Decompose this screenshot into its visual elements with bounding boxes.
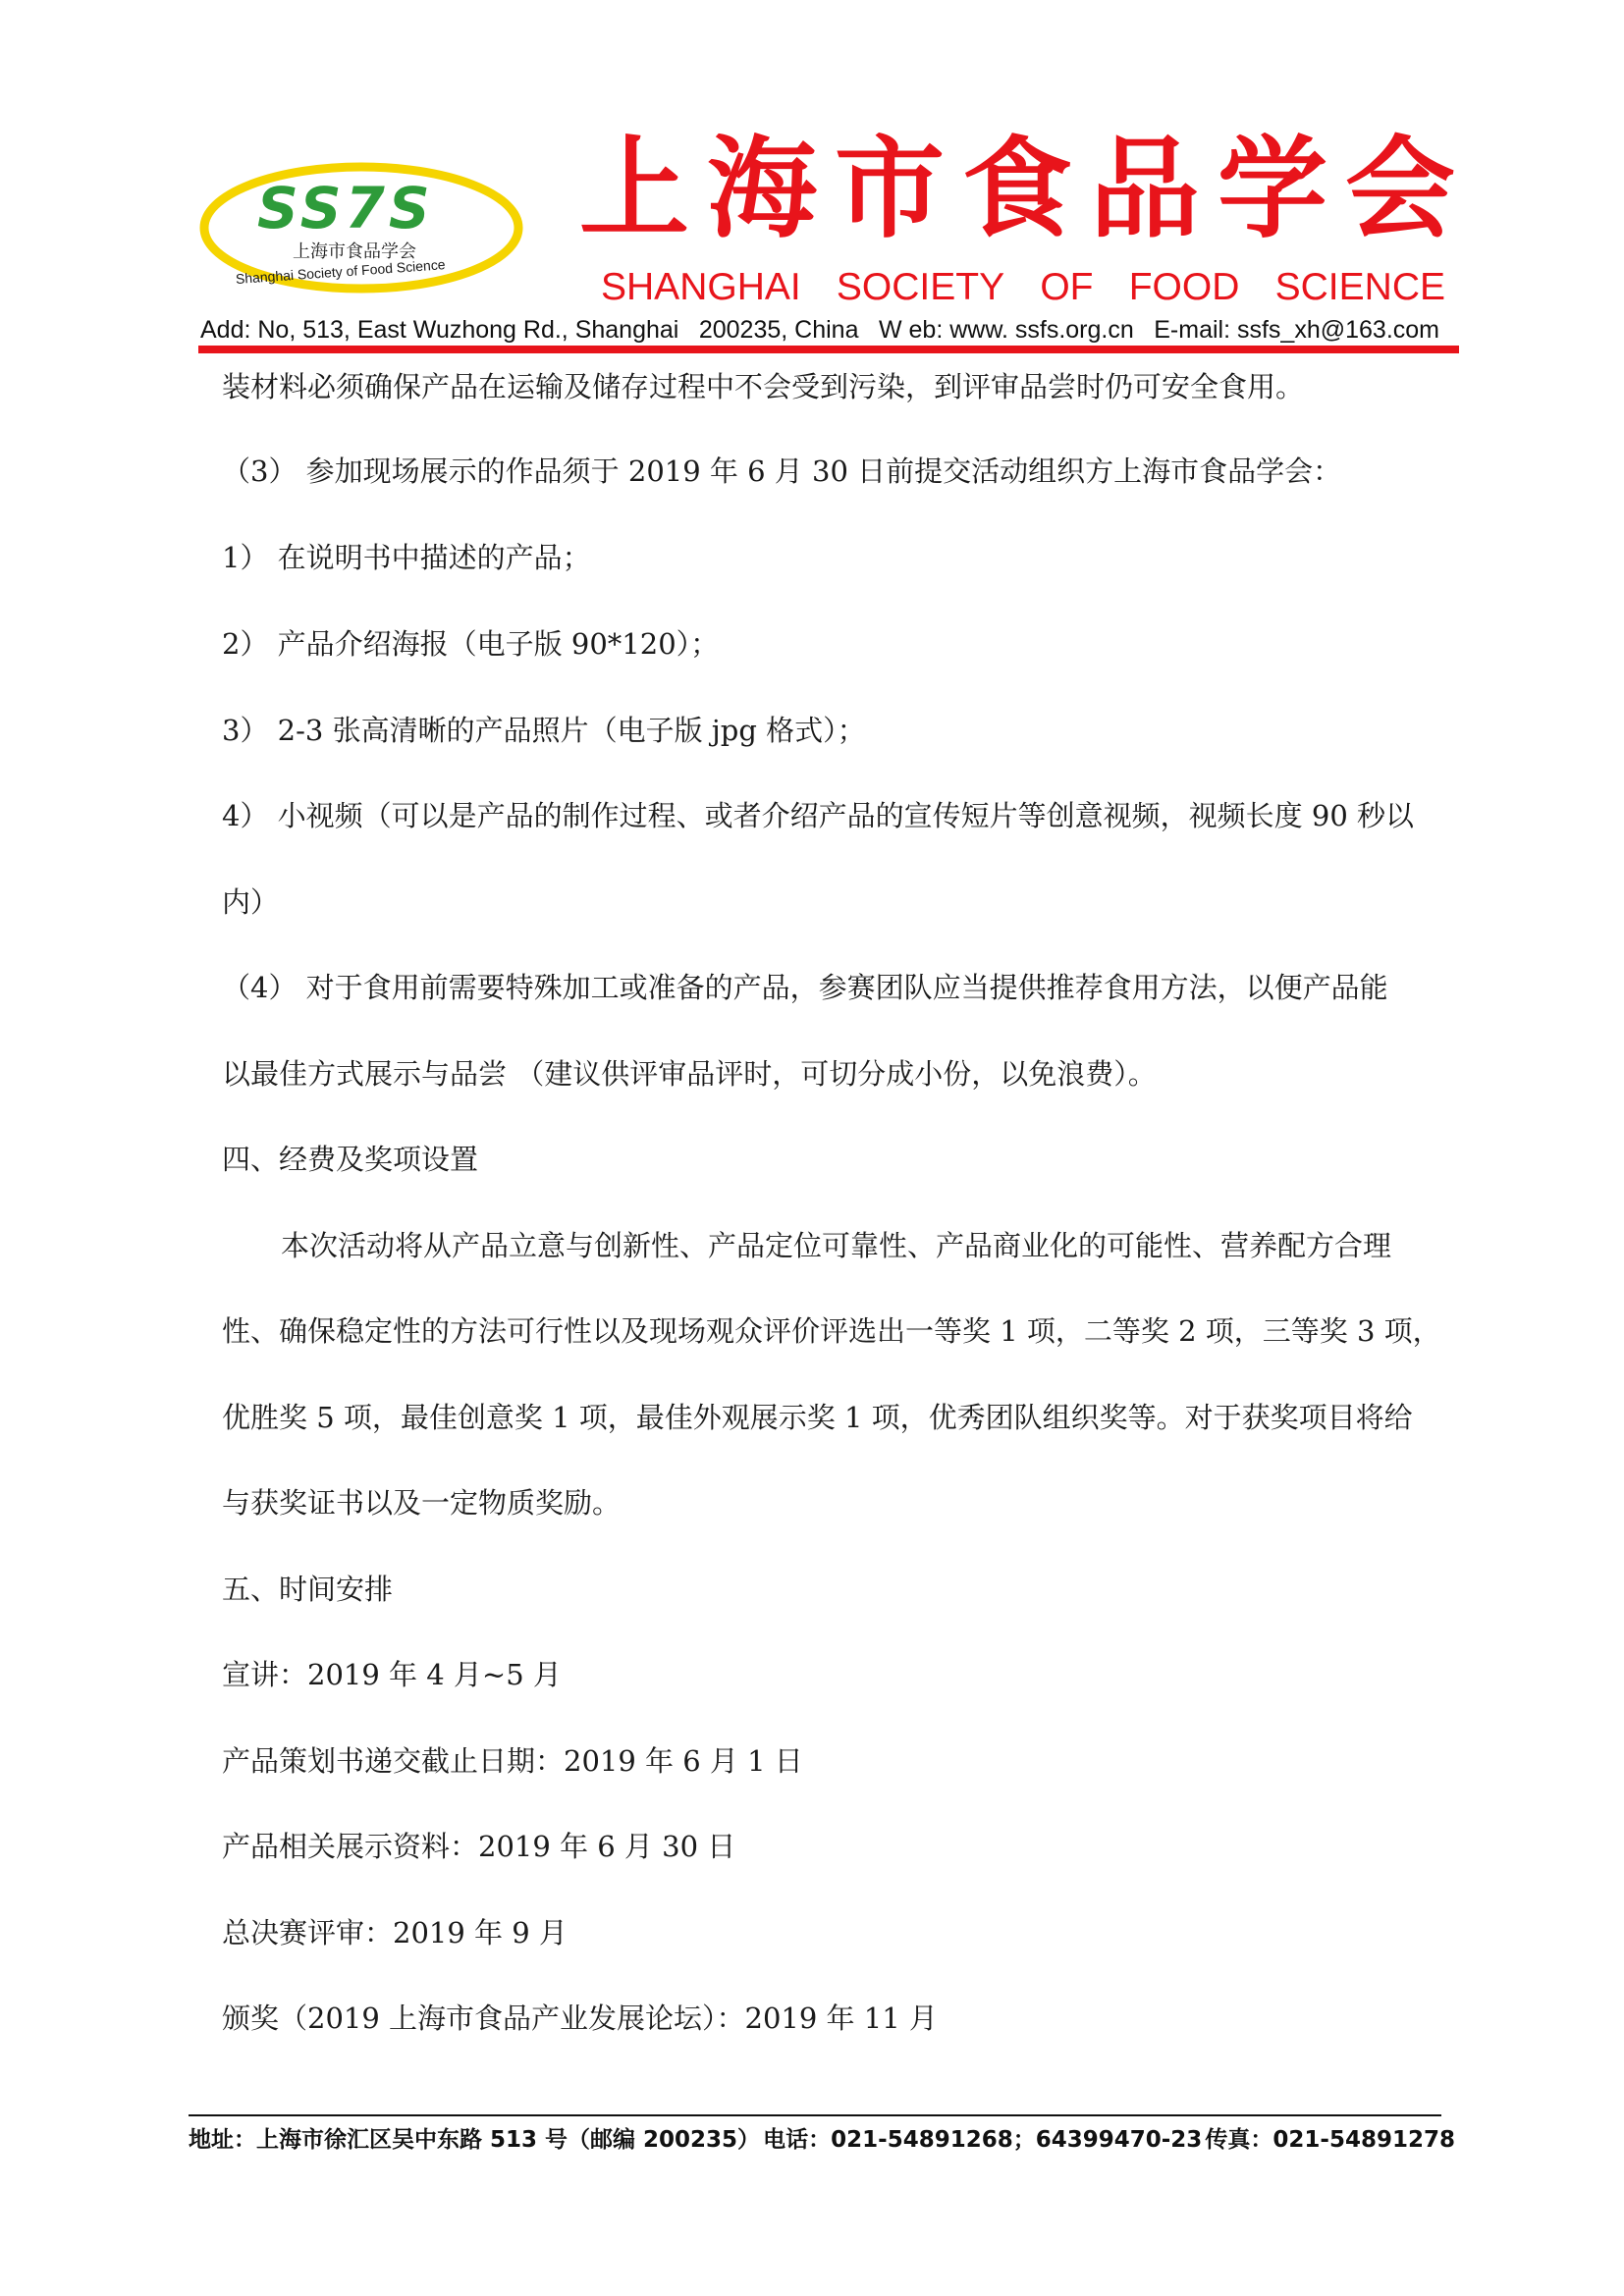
logo-cn-name: 上海市食品学会	[293, 241, 416, 262]
org-en-word: FOOD	[1128, 266, 1240, 308]
list-item: 4） 小视频（可以是产品的制作过程、或者介绍产品的宣传短片等创意视频，视频长度 90 秒以	[222, 799, 1415, 832]
address-street: Add: No, 513, East Wuzhong Rd., Shanghai	[200, 316, 679, 344]
footer-divider	[189, 2114, 1441, 2116]
logo-en-name: Shanghai Society of Food Science	[235, 256, 447, 288]
address-web: W eb: www. ssfs.org.cn	[878, 316, 1134, 344]
footer-address: 地址：上海市徐汇区吴中东路 513 号（邮编 200235）	[189, 2127, 761, 2153]
org-en-word: SHANGHAI	[601, 266, 801, 308]
list-item: 1） 在说明书中描述的产品；	[222, 541, 591, 574]
address-email: E-mail: ssfs_xh@163.com	[1154, 316, 1439, 344]
org-en-word: OF	[1040, 266, 1094, 308]
org-en-word: SCIENCE	[1274, 266, 1445, 308]
schedule-item: 宣讲：2019 年 4 月~5 月	[222, 1658, 562, 1691]
section-heading: 四、经费及奖项设置	[222, 1143, 479, 1176]
list-item: 3） 2-3 张高清晰的产品照片（电子版 jpg 格式）；	[222, 714, 866, 747]
org-name-chinese: 上海市食品学会	[579, 125, 1473, 253]
address-postcode: 200235, China	[698, 316, 859, 344]
list-item-continuation: 内）	[222, 885, 280, 919]
footer-fax: 传真：021-54891278	[1205, 2127, 1455, 2153]
section-heading: 五、时间安排	[222, 1573, 394, 1606]
list-item: 2） 产品介绍海报（电子版 90*120）；	[222, 627, 720, 661]
paragraph-line: （3） 参加现场展示的作品须于 2019 年 6 月 30 日前提交活动组织方上海市食品学会：	[222, 454, 1342, 488]
paragraph-line: 性、确保稳定性的方法可行性以及现场观众评价评选出一等奖 1 项，二等奖 2 项，三等奖 3 项，	[222, 1314, 1441, 1348]
paragraph-line: （4） 对于食用前需要特殊加工或准备的产品，参赛团队应当提供推荐食用方法，以便产品能	[222, 971, 1388, 1004]
paragraph-line: 本次活动将从产品立意与创新性、产品定位可靠性、产品商业化的可能性、营养配方合理	[281, 1229, 1392, 1262]
schedule-item: 颁奖（2019 上海市食品产业发展论坛）：2019 年 11 月	[222, 2002, 938, 2035]
footer-phone: 电话：021-54891268；64399470-23	[763, 2127, 1203, 2153]
logo-mark: SS7S	[257, 175, 434, 241]
footer	[189, 2124, 1455, 2156]
schedule-item: 产品相关展示资料：2019 年 6 月 30 日	[222, 1830, 736, 1863]
org-en-word: SOCIETY	[836, 266, 1005, 308]
society-logo	[196, 137, 530, 304]
schedule-item: 产品策划书递交截止日期：2019 年 6 月 1 日	[222, 1744, 803, 1778]
paragraph-line: 优胜奖 5 项，最佳创意奖 1 项，最佳外观展示奖 1 项，优秀团队组织奖等。对于获奖项目将给	[222, 1401, 1413, 1434]
schedule-item: 总决赛评审：2019 年 9 月	[222, 1916, 568, 1949]
header-divider	[198, 346, 1459, 353]
paragraph-line: 以最佳方式展示与品尝 （建议供评审品评时，可切分成小份，以免浪费）。	[222, 1057, 1157, 1091]
org-name-english	[601, 265, 1445, 310]
paragraph-line: 装材料必须确保产品在运输及储存过程中不会受到污染，到评审品尝时仍可安全食用。	[222, 370, 1305, 403]
header-address	[200, 314, 1439, 346]
paragraph-line: 与获奖证书以及一定物质奖励。	[222, 1486, 622, 1520]
